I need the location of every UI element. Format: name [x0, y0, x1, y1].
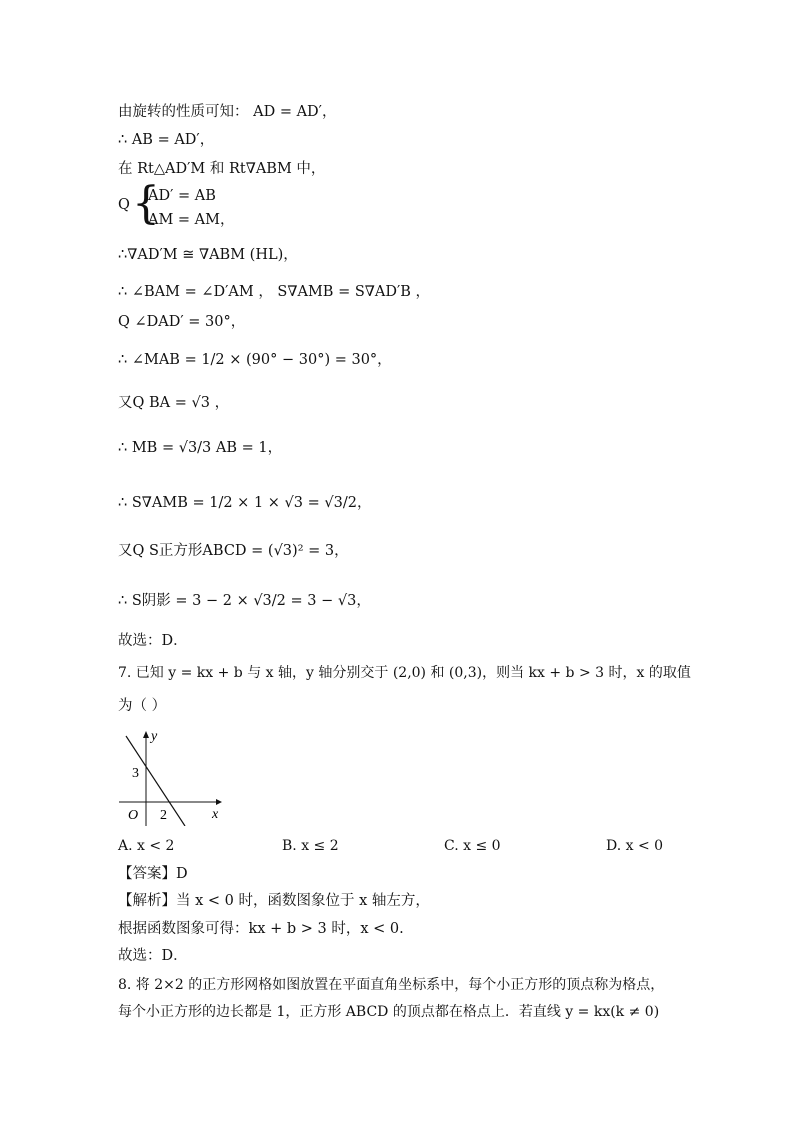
y-tick-label: 3	[132, 766, 139, 781]
question-7: 7. 已知 y = kx + b 与 x 轴，y 轴分别交于 (2,0) 和 (0,3)，则当 kx + b > 3 时，x 的取值	[118, 665, 691, 681]
x-axis-label: x	[212, 807, 219, 822]
question-7-cont: 为（ ）	[118, 698, 167, 714]
question-8-cont: 每个小正方形的边长都是 1，正方形 ABCD 的顶点都在格点上．若直线 y = kx(k ≠ 0)	[118, 1004, 660, 1020]
function-graph	[114, 726, 234, 826]
brace-eq-2: AM = AM，	[148, 212, 235, 228]
y-axis-label: y	[151, 729, 158, 744]
x-axis-arrow	[216, 799, 222, 805]
analysis-line-2: 根据函数图象可得：kx + b > 3 时，x < 0.	[118, 921, 404, 937]
text-line-14: ∴ S阴影 = 3 − 2 × √3/2 = 3 − √3，	[118, 593, 371, 609]
text-line-7: ∴ ∠BAM = ∠D′AM ， S∇AMB = S∇AD′B ，	[118, 284, 431, 300]
analysis-line: 【解析】当 x < 0 时，函数图象位于 x 轴左方，	[118, 893, 430, 909]
text-line-8: Q ∠DAD′ = 30°，	[118, 314, 246, 330]
text-line-6: ∴∇AD′M ≅ ∇ABM (HL)，	[118, 247, 298, 263]
brace-glyph: {	[132, 178, 160, 229]
brace-eq-1: AD′ = AB	[148, 188, 216, 204]
y-axis-arrow	[143, 731, 149, 738]
text-line-9: ∴ ∠MAB = 1/2 × (90° − 30°) = 30°，	[118, 352, 392, 368]
text-line-12: ∴ S∇AMB = 1/2 × 1 × √3 = √3/2，	[118, 495, 372, 511]
text-line-2: ∴ AB = AD′，	[118, 132, 215, 148]
answer-line: 【答案】D	[118, 866, 188, 882]
option-c: C. x ≤ 0	[444, 838, 501, 854]
origin-label: O	[128, 808, 139, 823]
text-line-1: 由旋转的性质可知： AD = AD′，	[118, 104, 337, 120]
text-line-10: 又Q BA = √3 ，	[118, 395, 230, 411]
question-8: 8. 将 2×2 的正方形网格如图放置在平面直角坐标系中，每个小正方形的顶点称为格点，	[118, 977, 665, 993]
text-line-13: 又Q S正方形ABCD = (√3)² = 3，	[118, 543, 349, 559]
text-line-15: 故选：D．	[118, 633, 188, 649]
option-a: A. x < 2	[118, 838, 175, 854]
x-tick-label: 2	[160, 808, 167, 823]
text-line-11: ∴ MB = √3/3 AB = 1，	[118, 440, 283, 456]
choice-line: 故选：D．	[118, 948, 188, 964]
option-b: B. x ≤ 2	[282, 838, 339, 854]
text-line-3: 在 Rt△AD′M 和 Rt∇ABM 中，	[118, 161, 326, 177]
option-d: D. x < 0	[606, 838, 664, 854]
brace-prefix: Q	[118, 197, 130, 213]
